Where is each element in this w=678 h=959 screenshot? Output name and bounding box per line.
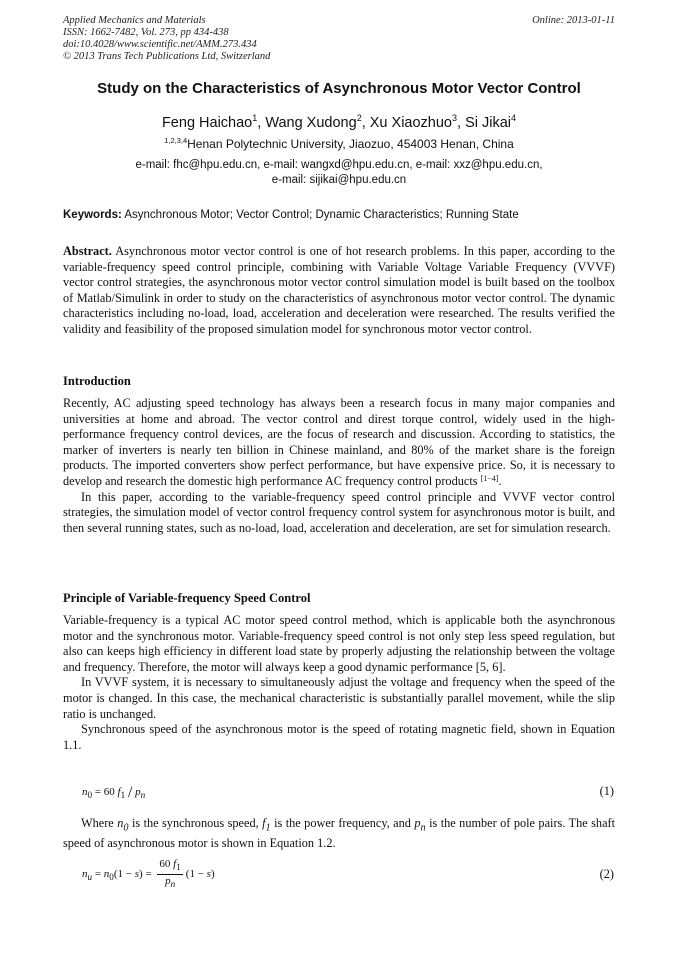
- journal-name: Applied Mechanics and Materials: [63, 15, 206, 26]
- copyright-line: © 2013 Trans Tech Publications Ltd, Switzerland: [63, 51, 271, 62]
- author-sup: 1: [252, 113, 258, 123]
- doi-line[interactable]: doi:10.4028/www.scientific.net/AMM.273.434: [63, 39, 257, 50]
- affiliation: [63, 137, 615, 152]
- abstract-label: Abstract.: [63, 244, 112, 258]
- abstract: [63, 244, 615, 338]
- equation-1: [82, 784, 614, 802]
- principle-paragraph-1: Variable-frequency is a typical AC motor speed control method, which is applicable both the asynchronous motor and the synchronous motor. Variable-frequency speed control is not only step less speed regulation, but also can keeps high efficiency in different load state by properly adjusting the relationship between the voltage and frequency. Therefore, the motor will always keep a good dynamic performance [5, 6].: [63, 613, 615, 674]
- author-sup: 2: [356, 113, 362, 123]
- keywords-label: Keywords:: [63, 209, 122, 221]
- email-line-2[interactable]: e-mail: sijikai@hpu.edu.cn: [271, 174, 407, 186]
- equation-2-formula: $n_u = n_0(1 - s)$ = $\frac{60 f_1}{p_n}$ (1 − s): [82, 858, 215, 890]
- introduction-body: [63, 396, 615, 536]
- equation-2-number: (2): [599, 867, 614, 881]
- principle-body: [63, 613, 615, 753]
- email-line-1[interactable]: e-mail: fhc@hpu.edu.cn, e-mail: wangxd@hpu.edu.cn, e-mail: xxz@hpu.edu.cn,: [135, 159, 543, 171]
- principle-paragraph-2: In VVVF system, it is necessary to simultaneously adjust the voltage and frequency when the speed of the motor is changed. In this case, the mechanical characteristic is substantially parallel movement, while the slip ratio is unchanged.: [63, 675, 615, 721]
- principle-paragraph-3: Synchronous speed of the asynchronous motor is the speed of rotating magnetic field, shown in Equation 1.1.: [63, 722, 615, 752]
- intro-paragraph-1: Recently, AC adjusting speed technology has always been a research focus in many major companies and universities at home and abroad. The vector control and direst torque control, widely used in the high-performance frequency control devices, are the focus of research and discussion. According to statistics, the marker of inverters is nearly ten billion in Chinese mainland, and 80% of the market share is the foreign products. The imported converters show perfect performance, but have expensive price. So, it is necessary to develop and research the domestic high performance AC frequency control products [1−4].: [63, 396, 615, 488]
- email-block: [63, 158, 615, 188]
- equation-1-formula: $n_0 = 60$ $f_1 / p_n$: [82, 784, 146, 801]
- author-name: Xu Xiaozhuo: [369, 115, 452, 131]
- introduction-heading: Introduction: [63, 374, 131, 388]
- author-sup: 4: [511, 113, 517, 123]
- online-date: Online: 2013-01-11: [532, 15, 615, 26]
- intro-paragraph-2: In this paper, according to the variable-frequency speed control principle and VVVF vector control strategies, the simulation model of vector control frequency control system for asynchronous motor is built, and then several running states, such as no-load, load, acceleration and deceleration, are set for simulation research.: [63, 489, 615, 535]
- equation-explanation: Where $n_0$ is the synchronous speed, $f_1$ is the power frequency, and $p_n$ is the number of pole pairs. The shaft speed of asynchronous motor is shown in Equation 1.2.: [63, 816, 616, 851]
- principle-heading: Principle of Variable-frequency Speed Control: [63, 591, 311, 605]
- author-name: Wang Xudong: [265, 115, 357, 131]
- equation-1-number: (1): [599, 784, 614, 798]
- author-list: Feng Haichao$^1$, Wang Xudong$^2$, Xu Xiaozhuo$^3$, Si Jikai$^4$: [161, 113, 517, 131]
- equation-2: [82, 858, 614, 891]
- paper-title: Study on the Characteristics of Asynchronous Motor Vector Control: [97, 80, 581, 97]
- affiliation-text: Henan Polytechnic University, Jiaozuo, 454003 Henan, China: [187, 137, 514, 151]
- author-name: Si Jikai: [465, 115, 512, 131]
- abstract-text: Asynchronous motor vector control is one of hot research problems. In this paper, according to the variable-frequency speed control principle, combining with Variable Voltage Variable Frequency (VVVF) vector control strategies, the asynchronous motor vector control simulation model is built based on the toolbox of Matlab/Simulink in order to study on the characteristics of asynchronous motor vector control. The dynamic characteristics including no-load, load, acceleration and deceleration were researched. The results verified the validity and feasibility of the proposed simulation model for synchronous motor vector control.: [63, 244, 615, 336]
- author-sup: 3: [452, 113, 458, 123]
- journal-header: [63, 15, 615, 63]
- keywords: [63, 208, 615, 223]
- keywords-text: Asynchronous Motor; Vector Control; Dynamic Characteristics; Running State: [124, 209, 519, 221]
- affiliation-sup: 1,2,3,4: [164, 136, 188, 145]
- author-name: Feng Haichao: [161, 115, 253, 131]
- issn-line: ISSN: 1662-7482, Vol. 273, pp 434-438: [63, 27, 229, 38]
- citation-ref: [1−4]: [480, 473, 499, 483]
